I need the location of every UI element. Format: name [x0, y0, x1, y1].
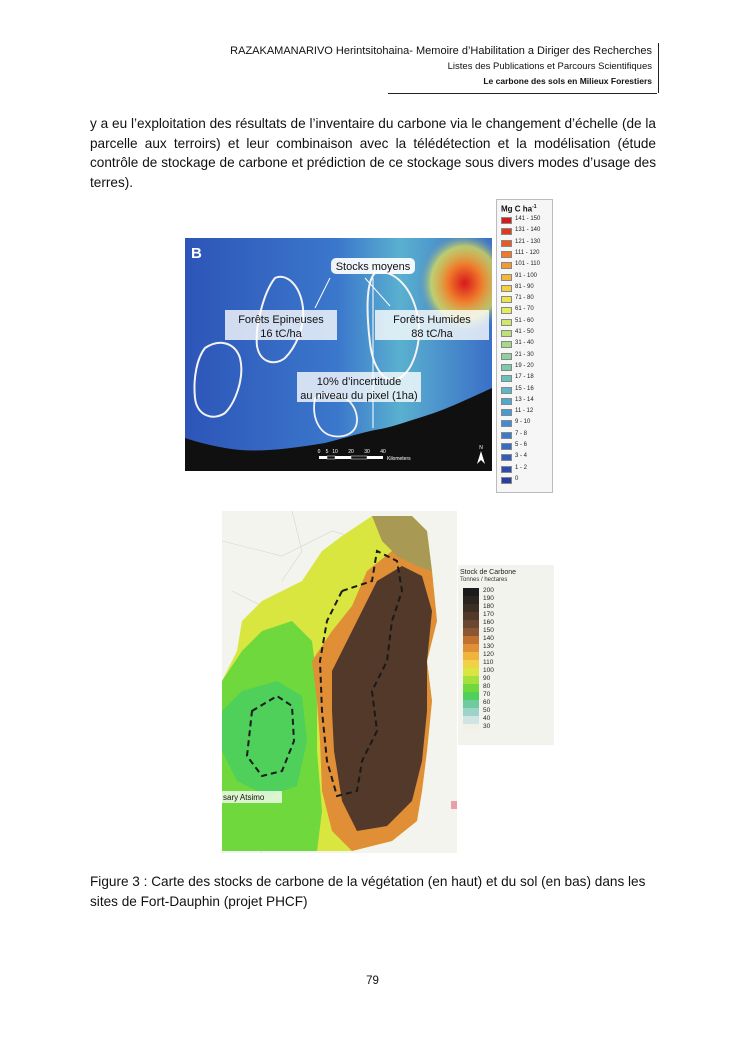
legend-swatch — [501, 262, 512, 269]
scale-tick-2: 10 — [332, 449, 338, 455]
legend-entry-label: 90 — [483, 675, 491, 682]
legend-entry-label: 21 - 30 — [515, 351, 534, 358]
legend-swatch — [463, 676, 479, 684]
legend-swatch — [463, 652, 479, 660]
legend-entry-label: 31 - 40 — [515, 340, 534, 347]
scale-tick-3: 20 — [348, 449, 354, 455]
legend-entry — [501, 274, 551, 282]
legend-entry-label: 120 — [483, 651, 494, 658]
legend-swatch — [463, 700, 479, 708]
legend-swatch — [501, 330, 512, 337]
legend-entry — [501, 251, 551, 259]
north-label: N — [479, 445, 483, 451]
legend-swatch — [463, 596, 479, 604]
label-stocks-moyens: Stocks moyens — [335, 261, 411, 273]
legend-entry-label: 13 - 14 — [515, 396, 534, 403]
panel-letter: B — [191, 245, 202, 262]
legend-entry — [501, 217, 551, 225]
header-author-line: RAZAKAMANARIVO Herintsitohaina- Memoire d’Habilitation a Diriger des Recherches — [230, 45, 652, 57]
legend-swatch — [501, 217, 512, 224]
legend-entry-label: 111 - 120 — [515, 249, 540, 256]
legend-swatch — [501, 285, 512, 292]
figure-caption: Figure 3 : Carte des stocks de carbone de la végétation (en haut) et du sol (en bas) dans les sites de Fort-Dauphin (projet PHCF) — [90, 874, 646, 909]
legend-swatch — [501, 353, 512, 360]
label-incertitude-line1: 10% d’incertitude — [316, 376, 402, 388]
legend-swatch — [463, 644, 479, 652]
scale-tick-1: 5 — [325, 449, 329, 455]
legend-entry-label: 180 — [483, 603, 494, 610]
legend-entry — [501, 398, 551, 406]
place-label: sary Atsimo — [223, 793, 265, 802]
page-number: 79 — [366, 975, 379, 987]
legend-swatch — [463, 588, 479, 596]
legend-entry — [501, 330, 551, 338]
legend-swatch — [501, 432, 512, 439]
legend-swatch — [463, 724, 479, 732]
legend-entry-label: 15 - 16 — [515, 385, 534, 392]
legend-entry-label: 160 — [483, 619, 494, 626]
scale-unit: Kilometers — [387, 456, 411, 462]
legend-swatch — [463, 684, 479, 692]
legend-entry-label: 11 - 12 — [515, 408, 534, 415]
legend-entry-label: 7 - 8 — [515, 430, 528, 437]
legend-swatch — [463, 620, 479, 628]
legend-swatch — [501, 398, 512, 405]
legend-entry — [501, 296, 551, 304]
legend-entry — [501, 341, 551, 349]
legend-swatch — [463, 668, 479, 676]
legend-entry-label: 5 - 6 — [515, 442, 528, 448]
scale-tick-4: 30 — [364, 449, 370, 455]
legend-entry-label: 0 — [515, 475, 519, 482]
legend-swatch — [501, 387, 512, 394]
legend-entry-label: 80 — [483, 683, 491, 690]
header-section-line: Listes des Publications et Parcours Scientifiques — [447, 61, 652, 72]
header-chapter-line: Le carbone des sols en Milieux Forestiers — [483, 76, 652, 86]
legend-swatch — [501, 420, 512, 427]
legend-swatch — [463, 636, 479, 644]
legend-labels — [483, 587, 494, 731]
legend-entry-label: 3 - 4 — [515, 453, 528, 460]
legend-entry-label: 60 — [483, 699, 491, 706]
legend-swatch — [501, 375, 512, 382]
label-forets-humides-value: 88 tC/ha — [411, 328, 453, 340]
soil-carbon-map — [222, 511, 457, 853]
legend-swatch — [501, 454, 512, 461]
legend-entry — [501, 454, 551, 462]
vegetation-carbon-map — [185, 238, 492, 471]
legend-entry — [501, 387, 551, 395]
legend-swatch — [463, 628, 479, 636]
legend-entry-label: 91 - 100 — [515, 272, 538, 279]
legend-entry-label: 30 — [483, 723, 491, 730]
legend-swatch — [463, 716, 479, 724]
legend-subtitle: Tonnes / hectares — [460, 577, 508, 583]
legend-entry — [501, 307, 551, 315]
legend-entry-label: 51 - 60 — [515, 317, 534, 324]
scale-tick-5: 40 — [380, 449, 386, 455]
body-paragraph: y a eu l’exploitation des résultats de l’inventaire du carbone via le changement d’échelle (de la parcelle aux terroirs) et leur combinaison avec la télédétection et la modélisation (étude contrôle de stockage de carbone et prédiction de ce stockage sous divers modes d’usage des terres). — [90, 116, 656, 190]
legend-swatch — [463, 692, 479, 700]
legend-swatch — [463, 708, 479, 716]
legend-entry-label: 17 - 18 — [515, 374, 534, 381]
running-header — [140, 43, 659, 93]
legend-entry-label: 121 - 130 — [515, 238, 541, 245]
legend-entry — [501, 375, 551, 383]
legend-entry — [501, 432, 551, 440]
label-forets-humides-name: Forêts Humides — [393, 314, 471, 326]
legend-entry-label: 1 - 2 — [515, 464, 528, 471]
legend-title: Stock de Carbone — [460, 569, 517, 576]
legend-swatch — [501, 240, 512, 247]
legend-entry-label: 200 — [483, 587, 494, 594]
soil-carbon-legend — [458, 565, 554, 745]
legend-entry-label: 130 — [483, 643, 494, 650]
legend-entry-label: 9 - 10 — [515, 419, 531, 426]
legend-entry-label: 101 - 110 — [515, 261, 540, 268]
legend-swatch — [463, 604, 479, 612]
legend-swatch — [501, 364, 512, 371]
legend-color-bar — [463, 588, 479, 740]
legend-entry-label: 131 - 140 — [515, 227, 541, 234]
legend-entry-label: 140 — [483, 635, 494, 642]
legend-swatch — [501, 409, 512, 416]
legend-entry — [501, 420, 551, 428]
legend-swatch — [501, 341, 512, 348]
legend-swatch — [501, 296, 512, 303]
legend-entry — [501, 409, 551, 417]
legend-entry-label: 61 - 70 — [515, 306, 534, 313]
legend-entry-label: 170 — [483, 611, 494, 618]
legend-entry — [501, 364, 551, 372]
legend-entry-label: 190 — [483, 595, 494, 602]
legend-entry — [501, 285, 551, 293]
legend-entry — [501, 477, 551, 485]
legend-swatch — [501, 228, 512, 235]
legend-swatch — [463, 660, 479, 668]
legend-entry — [501, 262, 551, 270]
legend-entry — [501, 228, 551, 236]
legend-entry-label: 41 - 50 — [515, 329, 534, 335]
legend-entry-label: 110 — [483, 659, 494, 666]
legend-swatch — [501, 251, 512, 258]
label-forets-epineuses-value: 16 tC/ha — [260, 328, 302, 340]
legend-swatch — [501, 477, 512, 484]
legend-entry-label: 71 - 80 — [515, 295, 534, 302]
legend-entry-label: 19 - 20 — [515, 362, 534, 369]
legend-swatch — [463, 612, 479, 620]
legend-swatch — [501, 466, 512, 473]
legend-swatch — [501, 443, 512, 450]
header-rule — [388, 93, 657, 94]
legend-entry — [501, 443, 551, 451]
label-forets-epineuses-name: Forêts Epineuses — [238, 314, 324, 326]
legend-entry — [501, 353, 551, 361]
scale-tick-0: 0 — [317, 449, 321, 455]
legend-title: Mg C $ha^{-1}$ — [501, 204, 537, 214]
vegetation-carbon-legend — [496, 199, 553, 493]
legend-swatch — [501, 307, 512, 314]
legend-entry-label: 40 — [483, 715, 491, 722]
legend-swatch — [501, 274, 512, 281]
legend-swatch — [501, 319, 512, 326]
label-incertitude-line2: au niveau du pixel (1ha) — [300, 390, 418, 402]
legend-entry-label: 70 — [483, 691, 491, 698]
legend-entry — [501, 466, 551, 474]
legend-entry-label: 141 - 150 — [515, 216, 541, 222]
legend-entry-label: 50 — [483, 707, 491, 714]
legend-entry-label: 81 - 90 — [515, 283, 534, 290]
legend-entry-label: 100 — [483, 667, 494, 674]
legend-entry-label: 150 — [483, 627, 494, 634]
legend-entry — [501, 240, 551, 248]
legend-entry — [501, 319, 551, 327]
